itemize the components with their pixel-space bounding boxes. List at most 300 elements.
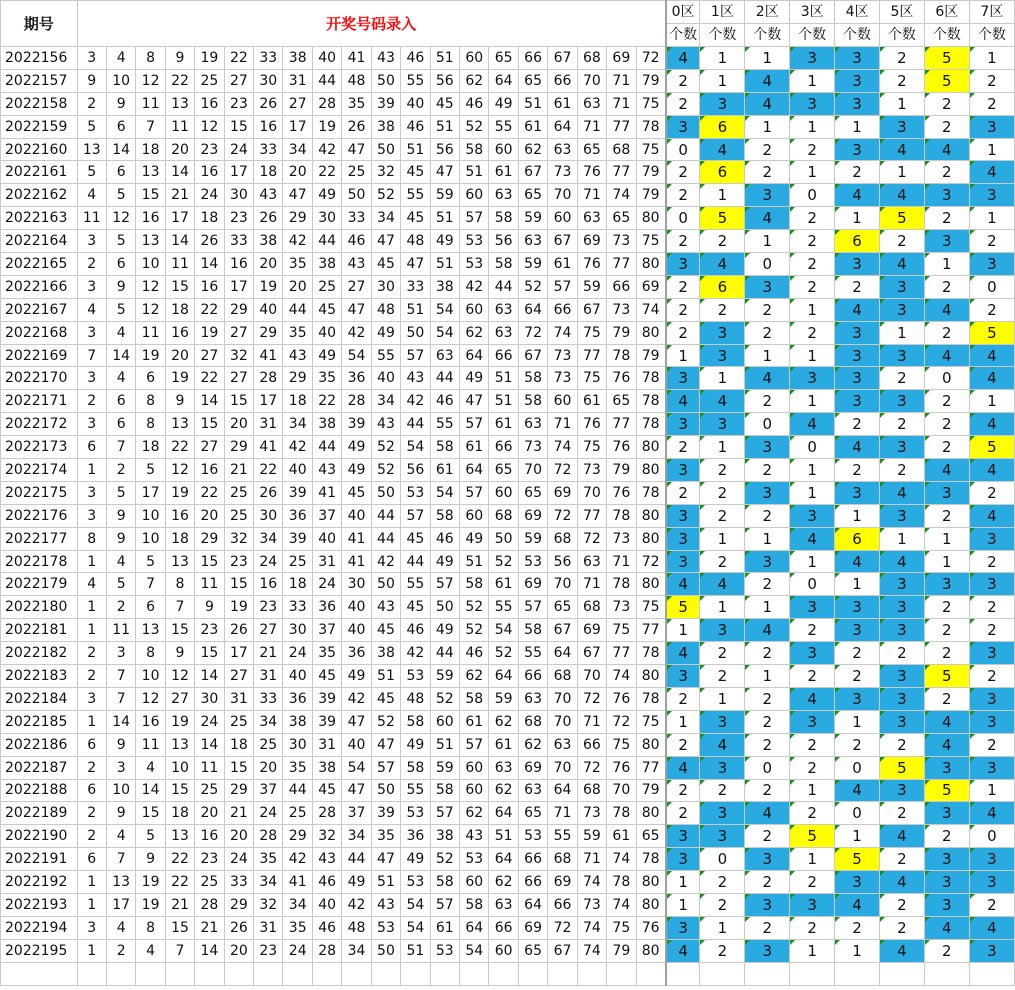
number-cell[interactable]: 53 bbox=[460, 848, 489, 871]
number-cell[interactable]: 58 bbox=[518, 367, 547, 390]
number-cell[interactable]: 6 bbox=[106, 413, 135, 436]
number-cell[interactable]: 51 bbox=[489, 367, 518, 390]
zone-count-cell-5[interactable]: 3 bbox=[879, 619, 924, 642]
number-cell[interactable]: 52 bbox=[460, 619, 489, 642]
number-cell[interactable]: 18 bbox=[165, 298, 194, 321]
count-header-7[interactable]: 个数 bbox=[969, 24, 1014, 47]
number-cell[interactable]: 33 bbox=[254, 138, 283, 161]
number-cell[interactable]: 7 bbox=[136, 573, 165, 596]
number-cell[interactable]: 55 bbox=[489, 115, 518, 138]
period-cell[interactable]: 2022161 bbox=[1, 161, 78, 184]
number-cell[interactable]: 43 bbox=[401, 367, 430, 390]
zone-count-cell-4[interactable]: 3 bbox=[835, 390, 880, 413]
period-cell[interactable]: 2022175 bbox=[1, 481, 78, 504]
number-cell[interactable]: 73 bbox=[607, 527, 636, 550]
zone-count-cell-2[interactable]: 3 bbox=[745, 481, 790, 504]
number-cell[interactable]: 10 bbox=[106, 69, 135, 92]
number-cell[interactable]: 16 bbox=[195, 161, 224, 184]
number-cell[interactable]: 15 bbox=[195, 550, 224, 573]
zone-count-cell-5[interactable]: 2 bbox=[879, 459, 924, 482]
number-cell[interactable]: 11 bbox=[77, 207, 106, 230]
number-cell[interactable]: 15 bbox=[224, 390, 253, 413]
number-cell[interactable]: 76 bbox=[607, 367, 636, 390]
zone-count-cell-7[interactable]: 4 bbox=[969, 161, 1014, 184]
zone-count-cell-3[interactable]: 2 bbox=[790, 321, 835, 344]
zone-count-cell-3[interactable]: 2 bbox=[790, 253, 835, 276]
number-cell[interactable]: 53 bbox=[460, 253, 489, 276]
zone-count-cell-3[interactable]: 1 bbox=[790, 344, 835, 367]
number-cell[interactable]: 39 bbox=[283, 481, 312, 504]
number-cell[interactable]: 69 bbox=[518, 916, 547, 939]
number-cell[interactable]: 43 bbox=[460, 825, 489, 848]
empty-cell[interactable] bbox=[342, 962, 371, 985]
number-cell[interactable]: 38 bbox=[254, 230, 283, 253]
number-cell[interactable]: 75 bbox=[577, 321, 606, 344]
zone-count-cell-2[interactable]: 4 bbox=[745, 92, 790, 115]
number-cell[interactable]: 72 bbox=[518, 321, 547, 344]
empty-cell[interactable] bbox=[106, 962, 135, 985]
period-cell[interactable]: 2022166 bbox=[1, 275, 78, 298]
number-cell[interactable]: 63 bbox=[518, 413, 547, 436]
number-cell[interactable]: 45 bbox=[371, 687, 400, 710]
number-cell[interactable]: 75 bbox=[636, 230, 666, 253]
number-cell[interactable]: 42 bbox=[283, 436, 312, 459]
zone-count-cell-3[interactable]: 0 bbox=[790, 184, 835, 207]
number-cell[interactable]: 43 bbox=[312, 459, 341, 482]
number-cell[interactable]: 52 bbox=[460, 596, 489, 619]
number-cell[interactable]: 65 bbox=[518, 481, 547, 504]
number-cell[interactable]: 59 bbox=[577, 275, 606, 298]
number-cell[interactable]: 12 bbox=[136, 69, 165, 92]
zone-count-cell-6[interactable]: 5 bbox=[924, 665, 969, 688]
number-cell[interactable]: 54 bbox=[342, 756, 371, 779]
zone-count-cell-7[interactable]: 0 bbox=[969, 275, 1014, 298]
number-cell[interactable]: 60 bbox=[460, 871, 489, 894]
number-cell[interactable]: 29 bbox=[224, 893, 253, 916]
number-cell[interactable]: 49 bbox=[489, 92, 518, 115]
number-cell[interactable]: 2 bbox=[77, 92, 106, 115]
zone-count-cell-5[interactable]: 2 bbox=[879, 230, 924, 253]
number-cell[interactable]: 12 bbox=[136, 687, 165, 710]
number-cell[interactable]: 58 bbox=[518, 619, 547, 642]
number-cell[interactable]: 22 bbox=[195, 481, 224, 504]
zone-count-cell-4[interactable]: 4 bbox=[835, 436, 880, 459]
number-cell[interactable]: 6 bbox=[77, 848, 106, 871]
number-cell[interactable]: 3 bbox=[77, 916, 106, 939]
zone-count-cell-6[interactable]: 4 bbox=[924, 710, 969, 733]
number-cell[interactable]: 51 bbox=[430, 253, 459, 276]
zone-count-cell-4[interactable]: 4 bbox=[835, 550, 880, 573]
zone-count-cell-3[interactable]: 4 bbox=[790, 413, 835, 436]
zone-count-cell-1[interactable]: 6 bbox=[700, 115, 745, 138]
empty-cell[interactable] bbox=[1, 962, 78, 985]
number-cell[interactable]: 4 bbox=[77, 184, 106, 207]
number-cell[interactable]: 50 bbox=[371, 69, 400, 92]
number-cell[interactable]: 75 bbox=[607, 733, 636, 756]
number-cell[interactable]: 19 bbox=[136, 871, 165, 894]
zone-count-cell-2[interactable]: 2 bbox=[745, 459, 790, 482]
zone-count-cell-5[interactable]: 2 bbox=[879, 733, 924, 756]
number-cell[interactable]: 28 bbox=[312, 92, 341, 115]
number-cell[interactable]: 18 bbox=[165, 802, 194, 825]
zone-count-cell-1[interactable]: 5 bbox=[700, 207, 745, 230]
number-cell[interactable]: 65 bbox=[489, 459, 518, 482]
zone-count-cell-7[interactable]: 2 bbox=[969, 619, 1014, 642]
zone-count-cell-7[interactable]: 1 bbox=[969, 47, 1014, 70]
number-cell[interactable]: 53 bbox=[401, 481, 430, 504]
zone-count-cell-6[interactable]: 2 bbox=[924, 687, 969, 710]
number-cell[interactable]: 43 bbox=[371, 893, 400, 916]
zone-count-cell-2[interactable]: 2 bbox=[745, 733, 790, 756]
zone-count-cell-1[interactable]: 1 bbox=[700, 367, 745, 390]
number-cell[interactable]: 38 bbox=[312, 413, 341, 436]
number-cell[interactable]: 45 bbox=[430, 92, 459, 115]
number-cell[interactable]: 42 bbox=[283, 848, 312, 871]
period-cell[interactable]: 2022167 bbox=[1, 298, 78, 321]
number-cell[interactable]: 6 bbox=[106, 253, 135, 276]
number-cell[interactable]: 25 bbox=[254, 733, 283, 756]
number-cell[interactable]: 72 bbox=[577, 687, 606, 710]
number-cell[interactable]: 32 bbox=[224, 527, 253, 550]
zone-count-cell-2[interactable]: 2 bbox=[745, 687, 790, 710]
number-cell[interactable]: 79 bbox=[636, 69, 666, 92]
number-cell[interactable]: 42 bbox=[342, 687, 371, 710]
number-cell[interactable]: 35 bbox=[283, 756, 312, 779]
zone-count-cell-3[interactable]: 1 bbox=[790, 115, 835, 138]
zone-count-cell-6[interactable]: 5 bbox=[924, 69, 969, 92]
number-cell[interactable]: 32 bbox=[371, 161, 400, 184]
number-cell[interactable]: 6 bbox=[106, 115, 135, 138]
zone-count-cell-1[interactable]: 1 bbox=[700, 184, 745, 207]
zone-count-cell-6[interactable]: 3 bbox=[924, 802, 969, 825]
number-cell[interactable]: 72 bbox=[548, 459, 577, 482]
period-cell[interactable]: 2022162 bbox=[1, 184, 78, 207]
zone-count-cell-2[interactable]: 0 bbox=[745, 253, 790, 276]
zone-count-cell-0[interactable]: 4 bbox=[666, 642, 700, 665]
zone-count-cell-3[interactable]: 2 bbox=[790, 138, 835, 161]
number-cell[interactable]: 15 bbox=[136, 802, 165, 825]
period-cell[interactable]: 2022163 bbox=[1, 207, 78, 230]
number-cell[interactable]: 40 bbox=[312, 321, 341, 344]
number-cell[interactable]: 74 bbox=[548, 436, 577, 459]
number-cell[interactable]: 66 bbox=[607, 275, 636, 298]
zone-count-cell-3[interactable]: 1 bbox=[790, 161, 835, 184]
number-cell[interactable]: 49 bbox=[342, 459, 371, 482]
number-cell[interactable]: 1 bbox=[77, 939, 106, 962]
zone-count-cell-1[interactable]: 3 bbox=[700, 825, 745, 848]
number-cell[interactable]: 66 bbox=[489, 916, 518, 939]
zone-count-cell-6[interactable]: 3 bbox=[924, 848, 969, 871]
number-cell[interactable]: 64 bbox=[489, 848, 518, 871]
empty-cell[interactable] bbox=[401, 962, 430, 985]
zone-count-cell-2[interactable]: 2 bbox=[745, 138, 790, 161]
number-cell[interactable]: 63 bbox=[489, 321, 518, 344]
number-cell[interactable]: 51 bbox=[430, 207, 459, 230]
zone-count-cell-5[interactable]: 2 bbox=[879, 367, 924, 390]
number-cell[interactable]: 16 bbox=[136, 710, 165, 733]
zone-count-cell-5[interactable]: 3 bbox=[879, 275, 924, 298]
number-cell[interactable]: 24 bbox=[312, 573, 341, 596]
zone-count-cell-4[interactable]: 1 bbox=[835, 573, 880, 596]
number-cell[interactable]: 45 bbox=[401, 161, 430, 184]
zone-count-cell-1[interactable]: 1 bbox=[700, 69, 745, 92]
zone-count-cell-4[interactable]: 0 bbox=[835, 756, 880, 779]
number-cell[interactable]: 9 bbox=[106, 527, 135, 550]
number-cell[interactable]: 73 bbox=[577, 459, 606, 482]
number-cell[interactable]: 62 bbox=[460, 69, 489, 92]
number-cell[interactable]: 22 bbox=[312, 161, 341, 184]
zone-count-cell-6[interactable]: 3 bbox=[924, 230, 969, 253]
number-cell[interactable]: 58 bbox=[401, 710, 430, 733]
number-cell[interactable]: 78 bbox=[636, 848, 666, 871]
number-cell[interactable]: 68 bbox=[607, 138, 636, 161]
number-cell[interactable]: 40 bbox=[342, 596, 371, 619]
number-cell[interactable]: 9 bbox=[165, 390, 194, 413]
zone-count-cell-7[interactable]: 1 bbox=[969, 390, 1014, 413]
number-cell[interactable]: 78 bbox=[636, 367, 666, 390]
number-cell[interactable]: 63 bbox=[489, 184, 518, 207]
number-cell[interactable]: 78 bbox=[636, 413, 666, 436]
empty-cell[interactable] bbox=[835, 962, 880, 985]
number-cell[interactable]: 24 bbox=[224, 138, 253, 161]
number-cell[interactable]: 17 bbox=[106, 893, 135, 916]
zone-count-cell-1[interactable]: 1 bbox=[700, 916, 745, 939]
zone-count-cell-3[interactable]: 4 bbox=[790, 527, 835, 550]
zone-count-cell-1[interactable]: 3 bbox=[700, 802, 745, 825]
number-cell[interactable]: 60 bbox=[489, 138, 518, 161]
number-cell[interactable]: 18 bbox=[224, 733, 253, 756]
zone-count-cell-3[interactable]: 2 bbox=[790, 802, 835, 825]
number-cell[interactable]: 58 bbox=[460, 687, 489, 710]
zone-count-cell-5[interactable]: 4 bbox=[879, 871, 924, 894]
number-cell[interactable]: 77 bbox=[577, 504, 606, 527]
zone-count-cell-2[interactable]: 2 bbox=[745, 916, 790, 939]
period-cell[interactable]: 2022176 bbox=[1, 504, 78, 527]
period-cell[interactable]: 2022168 bbox=[1, 321, 78, 344]
zone-count-cell-4[interactable]: 3 bbox=[835, 69, 880, 92]
number-cell[interactable]: 50 bbox=[371, 939, 400, 962]
number-cell[interactable]: 42 bbox=[401, 390, 430, 413]
number-cell[interactable]: 43 bbox=[312, 848, 341, 871]
zone-count-cell-3[interactable]: 2 bbox=[790, 619, 835, 642]
zone-count-cell-2[interactable]: 0 bbox=[745, 756, 790, 779]
number-cell[interactable]: 10 bbox=[136, 504, 165, 527]
empty-cell[interactable] bbox=[518, 962, 547, 985]
zone-count-cell-5[interactable]: 4 bbox=[879, 184, 924, 207]
zone-count-cell-2[interactable]: 4 bbox=[745, 367, 790, 390]
number-cell[interactable]: 60 bbox=[460, 47, 489, 70]
number-cell[interactable]: 15 bbox=[165, 619, 194, 642]
zone-count-cell-1[interactable]: 3 bbox=[700, 92, 745, 115]
number-cell[interactable]: 44 bbox=[283, 779, 312, 802]
zone-count-cell-4[interactable]: 1 bbox=[835, 825, 880, 848]
number-cell[interactable]: 49 bbox=[430, 619, 459, 642]
number-cell[interactable]: 16 bbox=[136, 207, 165, 230]
number-cell[interactable]: 25 bbox=[195, 69, 224, 92]
number-cell[interactable]: 55 bbox=[401, 573, 430, 596]
number-cell[interactable]: 74 bbox=[577, 939, 606, 962]
number-cell[interactable]: 69 bbox=[548, 481, 577, 504]
number-cell[interactable]: 34 bbox=[342, 939, 371, 962]
number-cell[interactable]: 36 bbox=[342, 642, 371, 665]
zone-count-cell-4[interactable]: 5 bbox=[835, 848, 880, 871]
number-cell[interactable]: 4 bbox=[106, 47, 135, 70]
number-cell[interactable]: 17 bbox=[165, 207, 194, 230]
zone-count-cell-0[interactable]: 4 bbox=[666, 939, 700, 962]
number-cell[interactable]: 47 bbox=[371, 848, 400, 871]
number-cell[interactable]: 66 bbox=[518, 47, 547, 70]
number-cell[interactable]: 5 bbox=[136, 550, 165, 573]
number-cell[interactable]: 2 bbox=[77, 825, 106, 848]
number-cell[interactable]: 80 bbox=[636, 436, 666, 459]
number-cell[interactable]: 49 bbox=[342, 665, 371, 688]
number-cell[interactable]: 39 bbox=[283, 527, 312, 550]
number-cell[interactable]: 36 bbox=[342, 367, 371, 390]
zone-count-cell-4[interactable]: 3 bbox=[835, 619, 880, 642]
number-cell[interactable]: 46 bbox=[430, 390, 459, 413]
number-cell[interactable]: 68 bbox=[489, 504, 518, 527]
zone-count-cell-6[interactable]: 1 bbox=[924, 527, 969, 550]
zone-count-cell-0[interactable]: 3 bbox=[666, 527, 700, 550]
zone-count-cell-6[interactable]: 4 bbox=[924, 138, 969, 161]
number-cell[interactable]: 14 bbox=[195, 665, 224, 688]
zone-count-cell-7[interactable]: 3 bbox=[969, 642, 1014, 665]
number-cell[interactable]: 29 bbox=[224, 779, 253, 802]
number-cell[interactable]: 7 bbox=[106, 848, 135, 871]
zone-count-cell-3[interactable]: 2 bbox=[790, 665, 835, 688]
period-cell[interactable]: 2022156 bbox=[1, 47, 78, 70]
zone-count-cell-1[interactable]: 2 bbox=[700, 871, 745, 894]
number-cell[interactable]: 63 bbox=[518, 687, 547, 710]
number-cell[interactable]: 22 bbox=[165, 436, 194, 459]
number-cell[interactable]: 63 bbox=[518, 779, 547, 802]
number-cell[interactable]: 73 bbox=[607, 230, 636, 253]
count-header-1[interactable]: 个数 bbox=[700, 24, 745, 47]
zone-count-cell-3[interactable]: 0 bbox=[790, 573, 835, 596]
number-cell[interactable]: 5 bbox=[77, 115, 106, 138]
zone-count-cell-4[interactable]: 3 bbox=[835, 367, 880, 390]
number-cell[interactable]: 43 bbox=[342, 253, 371, 276]
number-cell[interactable]: 54 bbox=[460, 939, 489, 962]
zone-count-cell-2[interactable]: 2 bbox=[745, 161, 790, 184]
number-cell[interactable]: 37 bbox=[312, 504, 341, 527]
number-cell[interactable]: 11 bbox=[136, 92, 165, 115]
number-cell[interactable]: 60 bbox=[548, 207, 577, 230]
number-cell[interactable]: 3 bbox=[77, 367, 106, 390]
number-cell[interactable]: 58 bbox=[401, 756, 430, 779]
number-cell[interactable]: 4 bbox=[106, 916, 135, 939]
number-cell[interactable]: 79 bbox=[607, 321, 636, 344]
zone-count-cell-0[interactable]: 4 bbox=[666, 47, 700, 70]
period-cell[interactable]: 2022157 bbox=[1, 69, 78, 92]
zone-count-cell-5[interactable]: 3 bbox=[879, 298, 924, 321]
number-cell[interactable]: 32 bbox=[224, 344, 253, 367]
number-cell[interactable]: 3 bbox=[77, 321, 106, 344]
zone-header-0[interactable]: 0区 bbox=[666, 1, 700, 24]
number-cell[interactable]: 44 bbox=[312, 69, 341, 92]
number-cell[interactable]: 12 bbox=[165, 459, 194, 482]
number-cell[interactable]: 45 bbox=[312, 665, 341, 688]
number-cell[interactable]: 51 bbox=[401, 138, 430, 161]
number-cell[interactable]: 66 bbox=[548, 69, 577, 92]
number-cell[interactable]: 2 bbox=[77, 253, 106, 276]
zone-count-cell-1[interactable]: 3 bbox=[700, 344, 745, 367]
zone-count-cell-6[interactable]: 5 bbox=[924, 47, 969, 70]
number-cell[interactable]: 42 bbox=[460, 275, 489, 298]
zone-count-cell-0[interactable]: 1 bbox=[666, 619, 700, 642]
number-cell[interactable]: 55 bbox=[518, 642, 547, 665]
number-cell[interactable]: 69 bbox=[577, 230, 606, 253]
number-cell[interactable]: 52 bbox=[371, 184, 400, 207]
number-cell[interactable]: 30 bbox=[283, 733, 312, 756]
number-cell[interactable]: 80 bbox=[636, 207, 666, 230]
zone-count-cell-2[interactable]: 3 bbox=[745, 275, 790, 298]
number-cell[interactable]: 78 bbox=[636, 115, 666, 138]
number-cell[interactable]: 30 bbox=[283, 619, 312, 642]
number-cell[interactable]: 77 bbox=[607, 115, 636, 138]
zone-count-cell-2[interactable]: 2 bbox=[745, 871, 790, 894]
number-cell[interactable]: 9 bbox=[106, 733, 135, 756]
number-cell[interactable]: 13 bbox=[165, 825, 194, 848]
number-cell[interactable]: 14 bbox=[195, 390, 224, 413]
number-cell[interactable]: 57 bbox=[460, 481, 489, 504]
number-cell[interactable]: 27 bbox=[224, 321, 253, 344]
zone-count-cell-2[interactable]: 2 bbox=[745, 298, 790, 321]
number-cell[interactable]: 58 bbox=[430, 436, 459, 459]
number-cell[interactable]: 67 bbox=[548, 230, 577, 253]
number-cell[interactable]: 35 bbox=[283, 916, 312, 939]
number-cell[interactable]: 45 bbox=[371, 619, 400, 642]
number-cell[interactable]: 10 bbox=[136, 253, 165, 276]
number-cell[interactable]: 19 bbox=[136, 344, 165, 367]
number-cell[interactable]: 42 bbox=[312, 138, 341, 161]
number-cell[interactable]: 79 bbox=[636, 161, 666, 184]
zone-count-cell-5[interactable]: 2 bbox=[879, 802, 924, 825]
number-cell[interactable]: 54 bbox=[342, 344, 371, 367]
zone-count-cell-1[interactable]: 4 bbox=[700, 138, 745, 161]
number-cell[interactable]: 6 bbox=[136, 596, 165, 619]
zone-count-cell-5[interactable]: 2 bbox=[879, 642, 924, 665]
number-cell[interactable]: 38 bbox=[430, 275, 459, 298]
number-cell[interactable]: 50 bbox=[371, 481, 400, 504]
zone-header-2[interactable]: 2区 bbox=[745, 1, 790, 24]
number-cell[interactable]: 63 bbox=[489, 298, 518, 321]
number-cell[interactable]: 9 bbox=[136, 848, 165, 871]
number-cell[interactable]: 61 bbox=[518, 115, 547, 138]
number-cell[interactable]: 19 bbox=[165, 481, 194, 504]
number-cell[interactable]: 51 bbox=[460, 161, 489, 184]
number-cell[interactable]: 7 bbox=[106, 436, 135, 459]
number-cell[interactable]: 64 bbox=[518, 893, 547, 916]
number-cell[interactable]: 40 bbox=[342, 733, 371, 756]
number-cell[interactable]: 44 bbox=[430, 642, 459, 665]
zone-count-cell-0[interactable]: 2 bbox=[666, 481, 700, 504]
number-cell[interactable]: 77 bbox=[607, 161, 636, 184]
number-cell[interactable]: 64 bbox=[460, 459, 489, 482]
zone-count-cell-5[interactable]: 2 bbox=[879, 69, 924, 92]
number-cell[interactable]: 69 bbox=[636, 275, 666, 298]
empty-cell[interactable] bbox=[790, 962, 835, 985]
number-cell[interactable]: 42 bbox=[342, 893, 371, 916]
number-cell[interactable]: 40 bbox=[312, 47, 341, 70]
number-cell[interactable]: 69 bbox=[518, 756, 547, 779]
number-cell[interactable]: 74 bbox=[577, 916, 606, 939]
number-cell[interactable]: 15 bbox=[195, 642, 224, 665]
number-cell[interactable]: 2 bbox=[77, 665, 106, 688]
number-cell[interactable]: 41 bbox=[254, 344, 283, 367]
number-cell[interactable]: 8 bbox=[136, 47, 165, 70]
number-cell[interactable]: 78 bbox=[636, 642, 666, 665]
